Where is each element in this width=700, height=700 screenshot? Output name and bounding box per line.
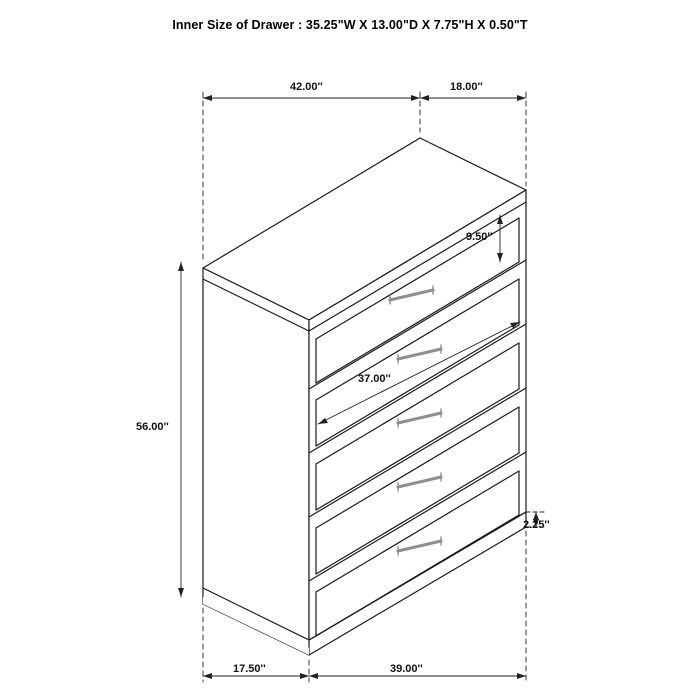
dimension-label-top-depth: 18.00'' bbox=[450, 81, 483, 93]
page-title: Inner Size of Drawer : 35.25"W X 13.00"D X 7.75"H X 0.50"T bbox=[172, 18, 528, 32]
dimension-label-overall-height: 56.00'' bbox=[136, 421, 169, 433]
dimension-label-base-front-width: 39.00'' bbox=[390, 663, 423, 675]
dimension-label-side-depth-upper: 9.50'' bbox=[466, 231, 493, 243]
dimension-overall-height bbox=[178, 262, 184, 597]
dimension-label-drawer-front-width: 37.00'' bbox=[358, 373, 391, 385]
dimension-label-base-side-depth: 17.50'' bbox=[233, 663, 266, 675]
dimension-label-base-height: 2.25'' bbox=[523, 519, 550, 531]
dimension-label-top-width: 42.00'' bbox=[290, 81, 323, 93]
